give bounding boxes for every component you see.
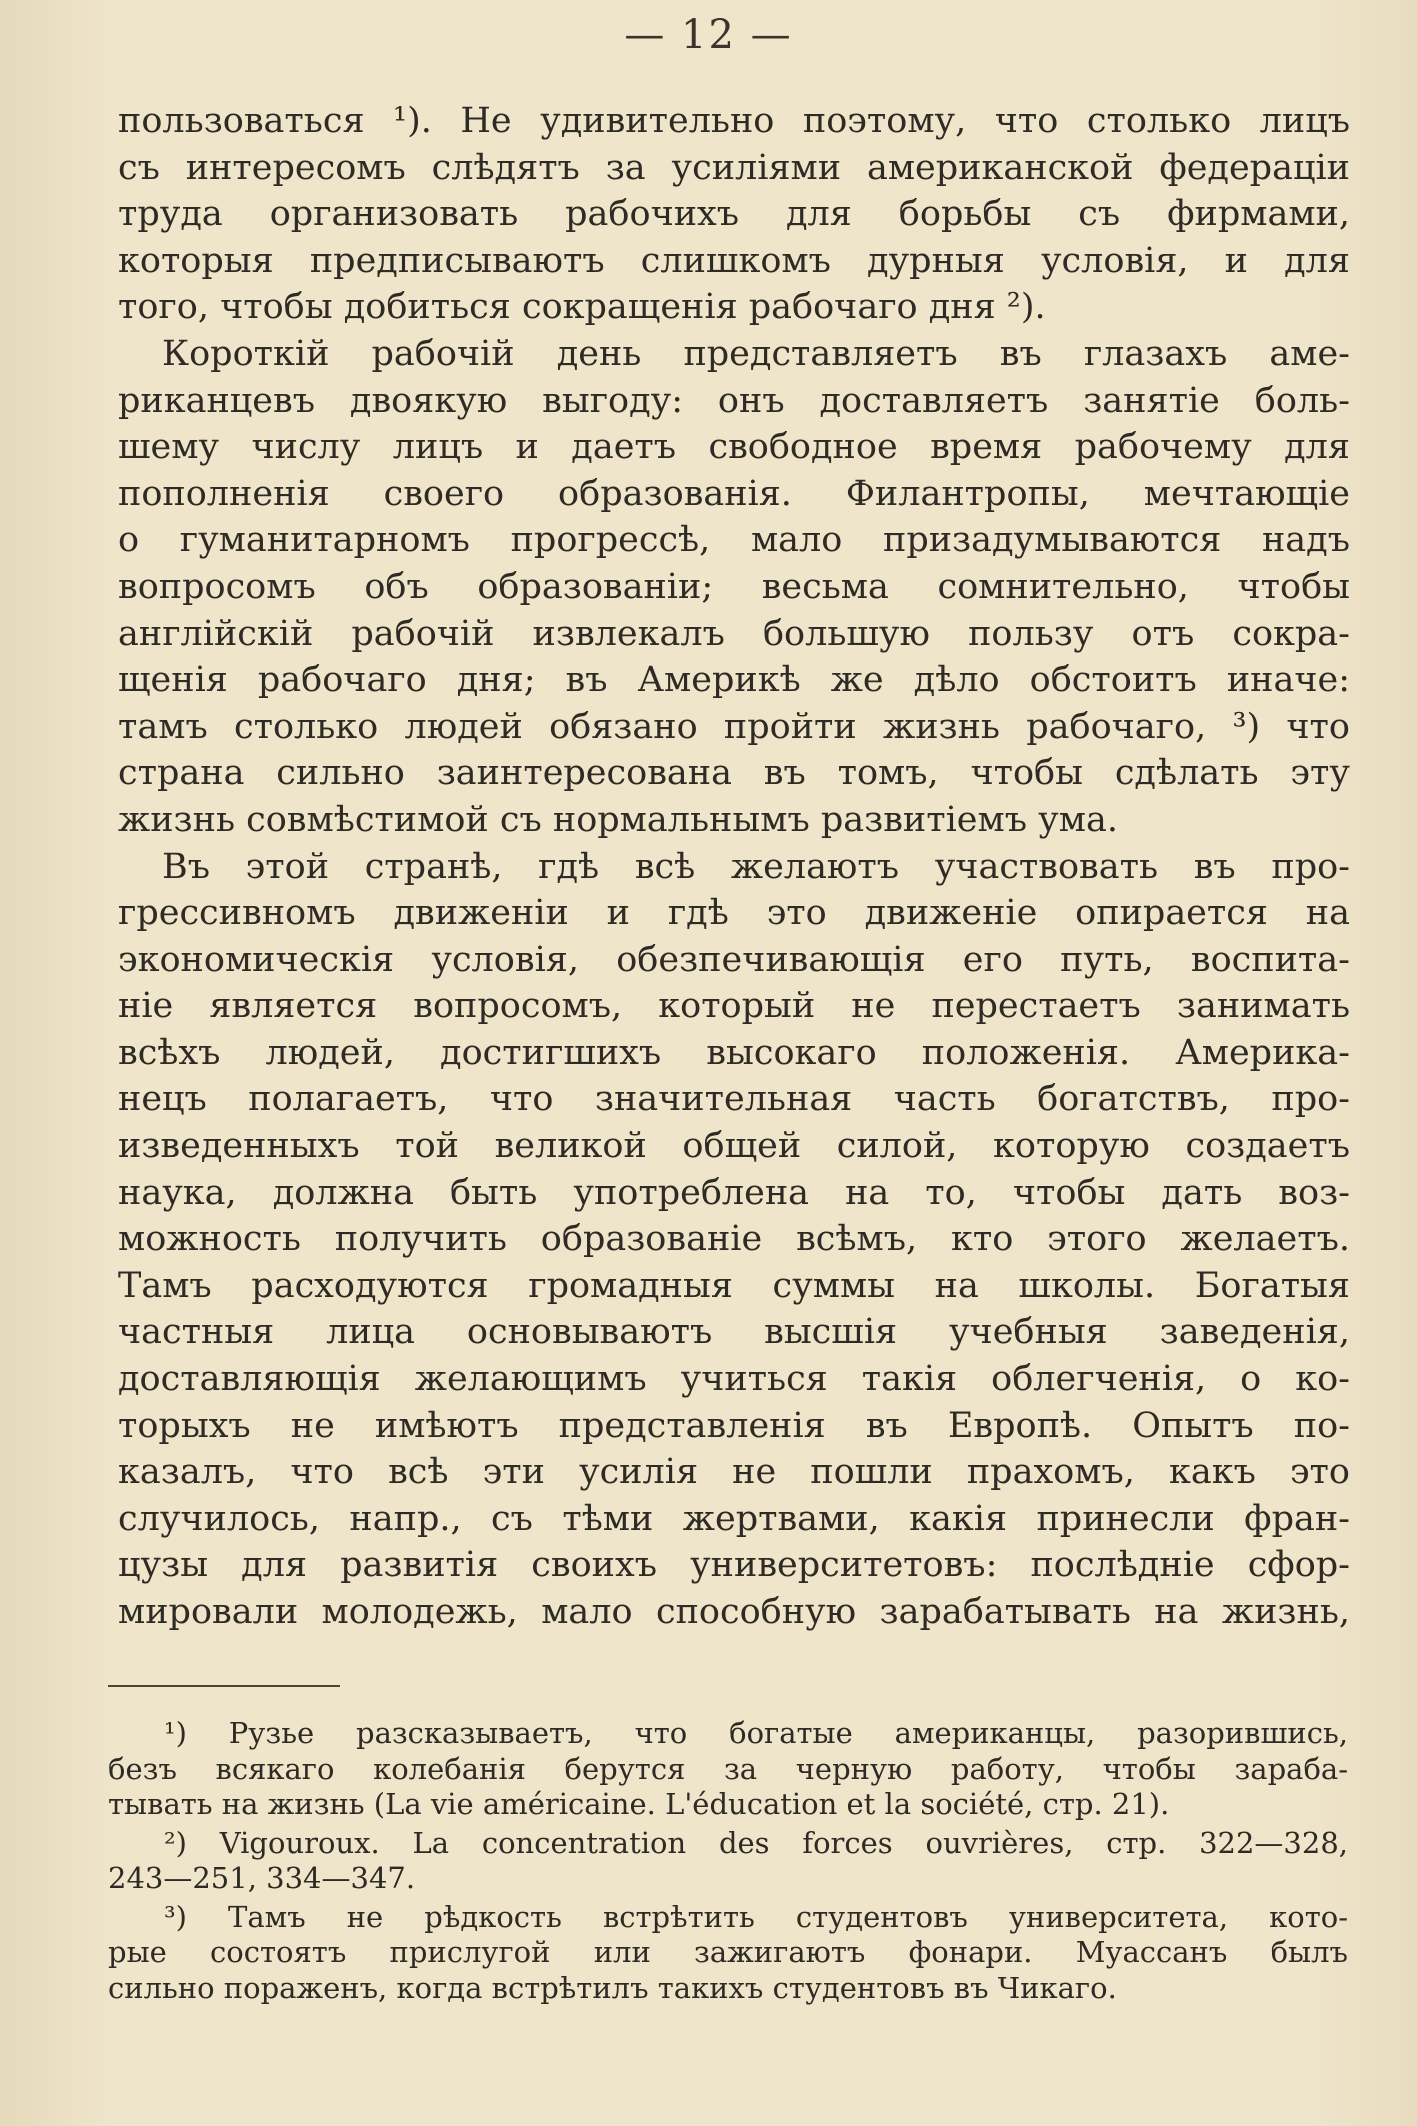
footnote-line: ¹) Рузье разсказываетъ, что богатые американцы, разорившись, [164,1716,1348,1750]
text-line: наука, должна быть употреблена на то, чтобы дать воз- [118,1172,1350,1213]
footnote-line: ²) Vigouroux. La concentration des forces ouvrières, стр. 322—328, [164,1825,1348,1860]
text-line: можность получить образованіе всѣмъ, кто этого желаетъ. [118,1219,1350,1260]
footnotes [108,1716,1348,2006]
main-text [118,98,1350,1636]
text-line: доставляющія желающимъ учиться такія облегченія, о ко- [118,1359,1350,1400]
text-line: жизнь совмѣстимой съ нормальнымъ развитіемъ ума. [118,799,1118,840]
footnote [108,1826,1348,1897]
text-line: изведенныхъ той великой общей силой, которую создаетъ [118,1126,1350,1167]
text-line: пользоваться ¹). Не удивительно поэтому, что столько лицъ [118,101,1350,141]
footnote-line: рые состоятъ прислугой или зажигаютъ фонари. Муассанъ былъ [108,1935,1348,1969]
text-line: частныя лица основываютъ высшія учебныя заведенія, [118,1312,1350,1353]
footnote-line: безъ всякаго колебанія берутся за черную работу, чтобы зараба- [108,1751,1348,1786]
text-line: Короткій рабочій день представляетъ въ глазахъ аме- [162,333,1350,374]
text-line: Въ этой странѣ, гдѣ всѣ желаютъ участвовать въ про- [162,846,1350,887]
text-line: казалъ, что всѣ эти усилія не пошли прахомъ, какъ это [118,1452,1350,1493]
text-line: того, чтобы добиться сокращенія рабочаго дня ²). [118,287,1046,328]
footnote [108,1716,1348,1823]
text-line: риканцевъ двоякую выгоду: онъ доставляетъ занятіе боль- [118,380,1350,421]
footnote-separator [108,1685,340,1687]
text-line: цузы для развитія своихъ университетовъ: послѣдніе сфор- [118,1545,1350,1586]
text-line: щенія рабочаго дня; въ Америкѣ же дѣло обстоитъ иначе: [118,660,1350,701]
text-line: случилось, напр., съ тѣми жертвами, какія принесли фран- [118,1498,1350,1539]
text-line: пополненія своего образованія. Филантропы, мечтающіе [118,473,1350,514]
text-line: тамъ столько людей обязано пройти жизнь рабочаго, ³) что [118,706,1350,747]
text-line: о гуманитарномъ прогрессѣ, мало призадумываются надъ [118,520,1350,561]
footnote-line: 243—251, 334—347. [108,1861,416,1895]
text-line: всѣхъ людей, достигшихъ высокаго положенія. Америка- [118,1032,1350,1073]
footnote-line: ³) Тамъ не рѣдкость встрѣтить студентовъ университета, кото- [164,1899,1348,1934]
text-line: труда организовать рабочихъ для борьбы съ фирмами, [118,194,1350,235]
footnote-line: сильно пораженъ, когда встрѣтилъ такихъ студентовъ въ Чикаго. [108,1970,1117,2005]
text-line: ніе является вопросомъ, который не перестаетъ занимать [118,986,1350,1027]
text-line: шему числу лицъ и даетъ свободное время рабочему для [118,427,1350,468]
text-line: англійскій рабочій извлекалъ большую пользу отъ сокра- [118,613,1350,654]
footnote-line: тывать на жизнь (La vie américaine. L'éducation et la société, стр. 21). [108,1787,1170,1821]
text-line: нецъ полагаетъ, что значительная часть богатствъ, про- [118,1079,1350,1120]
text-line: торыхъ не имѣютъ представленія въ Европѣ. Опытъ по- [118,1405,1350,1446]
page-number: — 12 — [624,12,793,58]
text-line: экономическія условія, обезпечивающія его путь, воспита- [118,939,1350,980]
text-line: вопросомъ объ образованіи; весьма сомнительно, чтобы [118,566,1350,607]
text-line: Тамъ расходуются громадныя суммы на школы. Богатыя [118,1265,1350,1306]
text-line: съ интересомъ слѣдятъ за усиліями американской федераціи [118,147,1350,188]
text-line: грессивномъ движеніи и гдѣ это движеніе опирается на [118,893,1350,934]
text-line: которыя предписываютъ слишкомъ дурныя условія, и для [118,240,1350,281]
footnote [108,1900,1348,2007]
text-line: мировали молодежь, мало способную зарабатывать на жизнь, [118,1592,1350,1632]
text-line: страна сильно заинтересована въ томъ, чтобы сдѣлать эту [118,753,1350,794]
